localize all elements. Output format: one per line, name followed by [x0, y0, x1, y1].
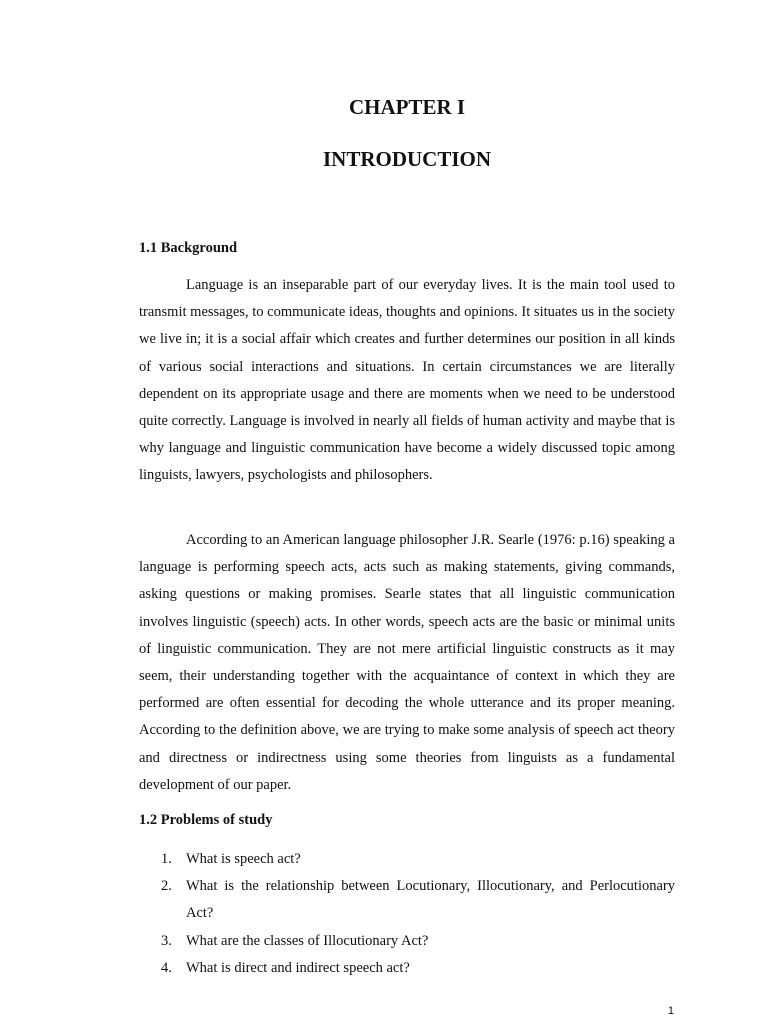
paragraph: Language is an inseparable part of our everyday lives. It is the main tool used to transmit messages, to communicate ideas, thoughts and opinions. It situates us in the society we live in; it is a social affair which creates and further determines our position in all kinds of various social interactions and situations. In certain circumstances we are literally dependent on its appropriate usage and there are moments when we need to be understood quite correctly. Language is involved in nearly all fields of human activity and maybe that is why language and linguistic communication have become a widely discussed topic among linguists, lawyers, psychologists and philosophers.	[139, 277, 675, 484]
problem-list	[139, 846, 675, 982]
paragraph: According to an American language philosopher J.R. Searle (1976: p.16) speaking a language is performing speech acts, acts such as making statements, giving commands, asking questions or making promises. Searle states that all linguistic communication involves linguistic (speech) acts. In other words, speech acts are the basic or minimal units of linguistic communication. They are not mere artificial linguistic constructs as it may seem, their understanding together with the acquaintance of context in which they are performed are often essential for decoding the whole utterance and its proper meaning. According to the definition above, we are trying to make some analysis of speech act theory and directness or indirectness using some theories from linguists as a fundamental development of our paper.	[139, 532, 675, 793]
list-item	[139, 846, 675, 873]
section-heading-problems: 1.2 Problems of study	[139, 812, 273, 828]
list-item-text: What are the classes of Illocutionary Act?	[186, 932, 429, 949]
list-item-number: 2.	[161, 878, 172, 895]
list-item-number: 3.	[161, 932, 172, 949]
list-item	[139, 928, 675, 955]
chapter-subtitle: INTRODUCTION	[322, 147, 492, 171]
list-item-text: What is direct and indirect speech act?	[186, 959, 410, 976]
chapter-title: CHAPTER I	[348, 95, 466, 119]
list-item	[139, 873, 675, 927]
list-item-number: 4.	[161, 959, 172, 976]
page-number: 1	[667, 1005, 674, 1017]
list-item	[139, 955, 675, 982]
list-item-number: 1.	[161, 851, 172, 867]
list-item-text: What is the relationship between Locutionary, Illocutionary, and Perlocutionary Act?	[186, 878, 675, 922]
section-heading-background: 1.1 Background	[139, 240, 238, 256]
list-item-text: What is speech act?	[186, 851, 301, 867]
